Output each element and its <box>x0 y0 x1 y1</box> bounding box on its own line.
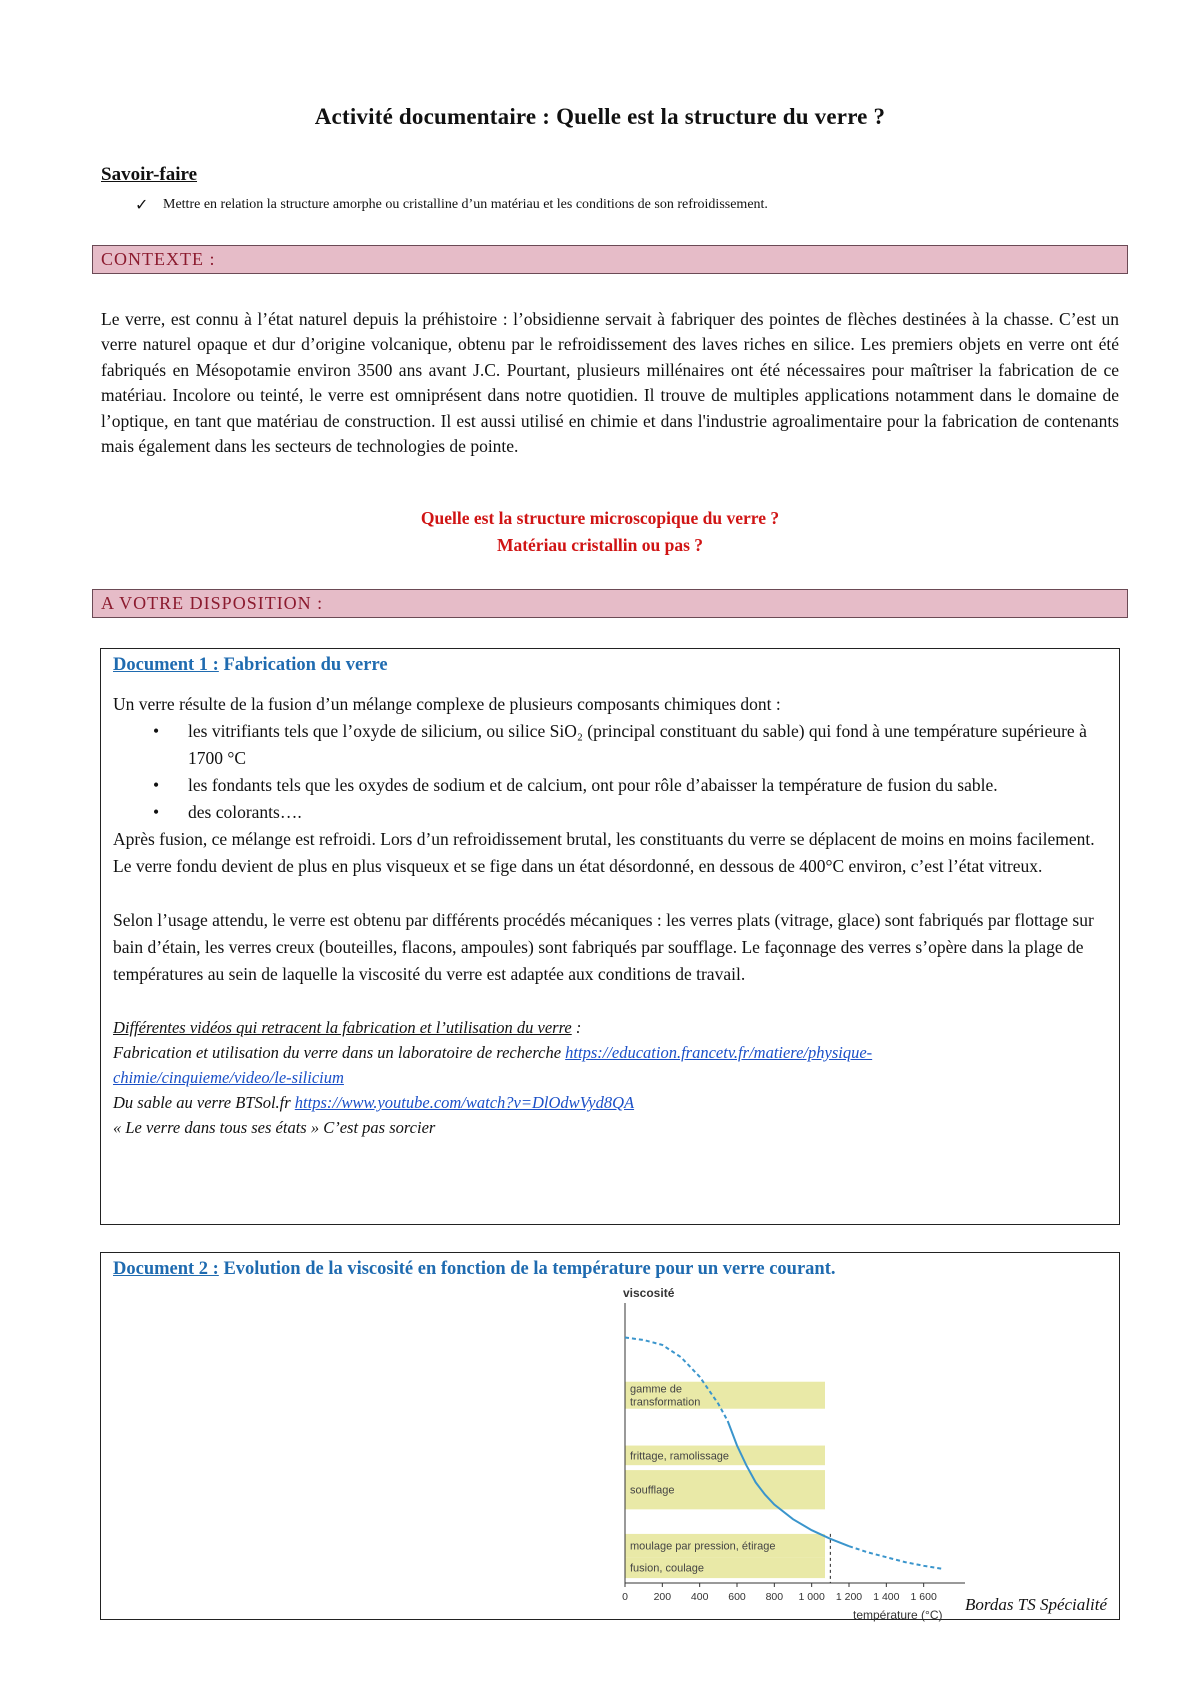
document-1-box <box>100 648 1120 1225</box>
savoir-faire-heading: Savoir-faire <box>101 164 198 185</box>
band-label: soufflage <box>630 1484 675 1497</box>
viscosity-chart <box>513 1283 943 1622</box>
video-1-link-continued[interactable]: chimie/cinquieme/video/le-silicium <box>113 1068 344 1087</box>
document-1-title-text: Fabrication du verre <box>218 655 388 675</box>
document-2-title-text: Evolution de la viscosité en fonction de la température pour un verre courant. <box>218 1259 836 1279</box>
document-1-label: Document 1 : <box>113 655 219 675</box>
x-tick-label: 1 400 <box>873 1591 900 1603</box>
band-label: frittage, ramolissage <box>630 1450 730 1463</box>
document-1-title <box>113 655 388 676</box>
document-1-intro: Un verre résulte de la fusion d’un mélange complexe de plusieurs composants chimiques dont : <box>113 694 781 714</box>
question-line-1: Quelle est la structure microscopique du verre ? <box>420 508 780 528</box>
x-axis-label: température (°C) <box>853 1608 943 1622</box>
video-1-link[interactable]: https://education.francetv.fr/matiere/physique- <box>565 1043 873 1062</box>
x-tick-label: 400 <box>690 1591 709 1603</box>
document-1-para-2: Selon l’usage attendu, le verre est obtenu par différents procédés mécaniques : les verres plats (vitrage, glace) sont fabriqués par flottage sur bain d’étain, les verres creux (bouteilles, flacons, ampoules) sont fabriqués par soufflage. Le façonnage des verres s’opère dans la plage de températures au sein de laquelle la viscosité du verre est adaptée aux conditions de travail. <box>113 910 1094 984</box>
video-3: « Le verre dans tous ses états » C’est pas sorcier <box>113 1118 436 1137</box>
contexte-paragraph: Le verre, est connu à l’état naturel depuis la préhistoire : l’obsidienne servait à fabriquer des pointes de flèches destinées à la chasse. C’est un verre naturel opaque et dur d’origine volcanique, obtenu par le refroidissement des laves riches en silice. Les premiers objets en verre ont été fabriqués en Mésopotamie environ 3500 ans avant J.C. Pourtant, plusieurs millénaires ont été nécessaires pour maîtriser la fabrication de ce matériau. Incolore ou teinté, le verre est omniprésent dans notre quotidien. Il trouve de multiples applications notamment dans le domaine de l’optique, en tant que matériau de construction. Il est aussi utilisé en chimie et dans l'industrie agroalimentaire pour la fabrication de contenants mais également dans les secteurs de technologies de pointe. <box>101 309 1119 457</box>
videos-section <box>113 1015 1103 1140</box>
savoir-faire-item <box>135 195 768 215</box>
page-title: Activité documentaire : Quelle est la structure du verre ? <box>314 104 886 129</box>
checkmark-icon: ✓ <box>135 197 149 214</box>
video-1: Fabrication et utilisation du verre dans un laboratoire de recherche https://education.francetv.fr/matiere/physique- <box>113 1043 873 1062</box>
document-1-para-1: Après fusion, ce mélange est refroidi. Lors d’un refroidissement brutal, les constituants du verre se déplacent de moins en moins facilement. Le verre fondu devient de plus en plus visqueux et se fige dans un état désordonné, en dessous de 400°C environ, c’est l’état vitreux. <box>113 829 1095 876</box>
bullet-icon: • <box>153 721 160 741</box>
document-1-body <box>113 691 1103 1140</box>
list-item: • les fondants tels que les oxydes de sodium et de calcium, ont pour rôle d’abaisser la température de fusion du sable. <box>113 772 1103 799</box>
band-label: fusion, coulage <box>630 1562 704 1575</box>
credit-text: Bordas TS Spécialité <box>965 1595 1107 1614</box>
band-label: moulage par pression, étirage <box>630 1540 776 1553</box>
bullet-icon: • <box>153 802 160 822</box>
band-label: gamme de <box>630 1383 682 1396</box>
band-label: transformation <box>630 1396 701 1409</box>
x-tick-label: 800 <box>765 1591 784 1603</box>
x-tick-label: 0 <box>622 1591 628 1603</box>
document-2-title <box>113 1259 835 1280</box>
components-list <box>113 718 1103 826</box>
question-line-2: Matériau cristallin ou pas ? <box>496 535 704 555</box>
y-axis-label: viscosité <box>623 1286 675 1300</box>
savoir-faire-text: Mettre en relation la structure amorphe ou cristalline d’un matériau et les conditions de son refroidissement. <box>163 197 768 212</box>
document-2-box <box>100 1252 1120 1620</box>
video-2: Du sable au verre BTSol.fr https://www.youtube.com/watch?v=DlOdwVyd8QA <box>113 1093 635 1112</box>
disposition-section-header: A VOTRE DISPOSITION : <box>92 589 1128 618</box>
x-tick-label: 1 200 <box>835 1591 863 1603</box>
contexte-section-header: CONTEXTE : <box>92 245 1128 274</box>
videos-heading: Différentes vidéos qui retracent la fabrication et l’utilisation du verre : <box>113 1018 582 1037</box>
x-tick-label: 1 000 <box>798 1591 825 1603</box>
list-item: • les vitrifiants tels que l’oxyde de silicium, ou silice SiO₂ (principal constituant du sable) qui fond à une température supérieure à 1700 °C <box>113 718 1103 772</box>
x-tick-label: 1 600 <box>910 1591 937 1603</box>
x-tick-label: 200 <box>653 1591 672 1603</box>
bullet-icon: • <box>153 775 160 795</box>
video-2-link[interactable]: https://www.youtube.com/watch?v=DlOdwVyd8QA <box>294 1093 635 1112</box>
document-2-label: Document 2 : <box>113 1259 219 1279</box>
list-item: • des colorants…. <box>113 799 1103 826</box>
x-tick-label: 600 <box>728 1591 746 1603</box>
curve-dashed-end <box>849 1546 942 1569</box>
